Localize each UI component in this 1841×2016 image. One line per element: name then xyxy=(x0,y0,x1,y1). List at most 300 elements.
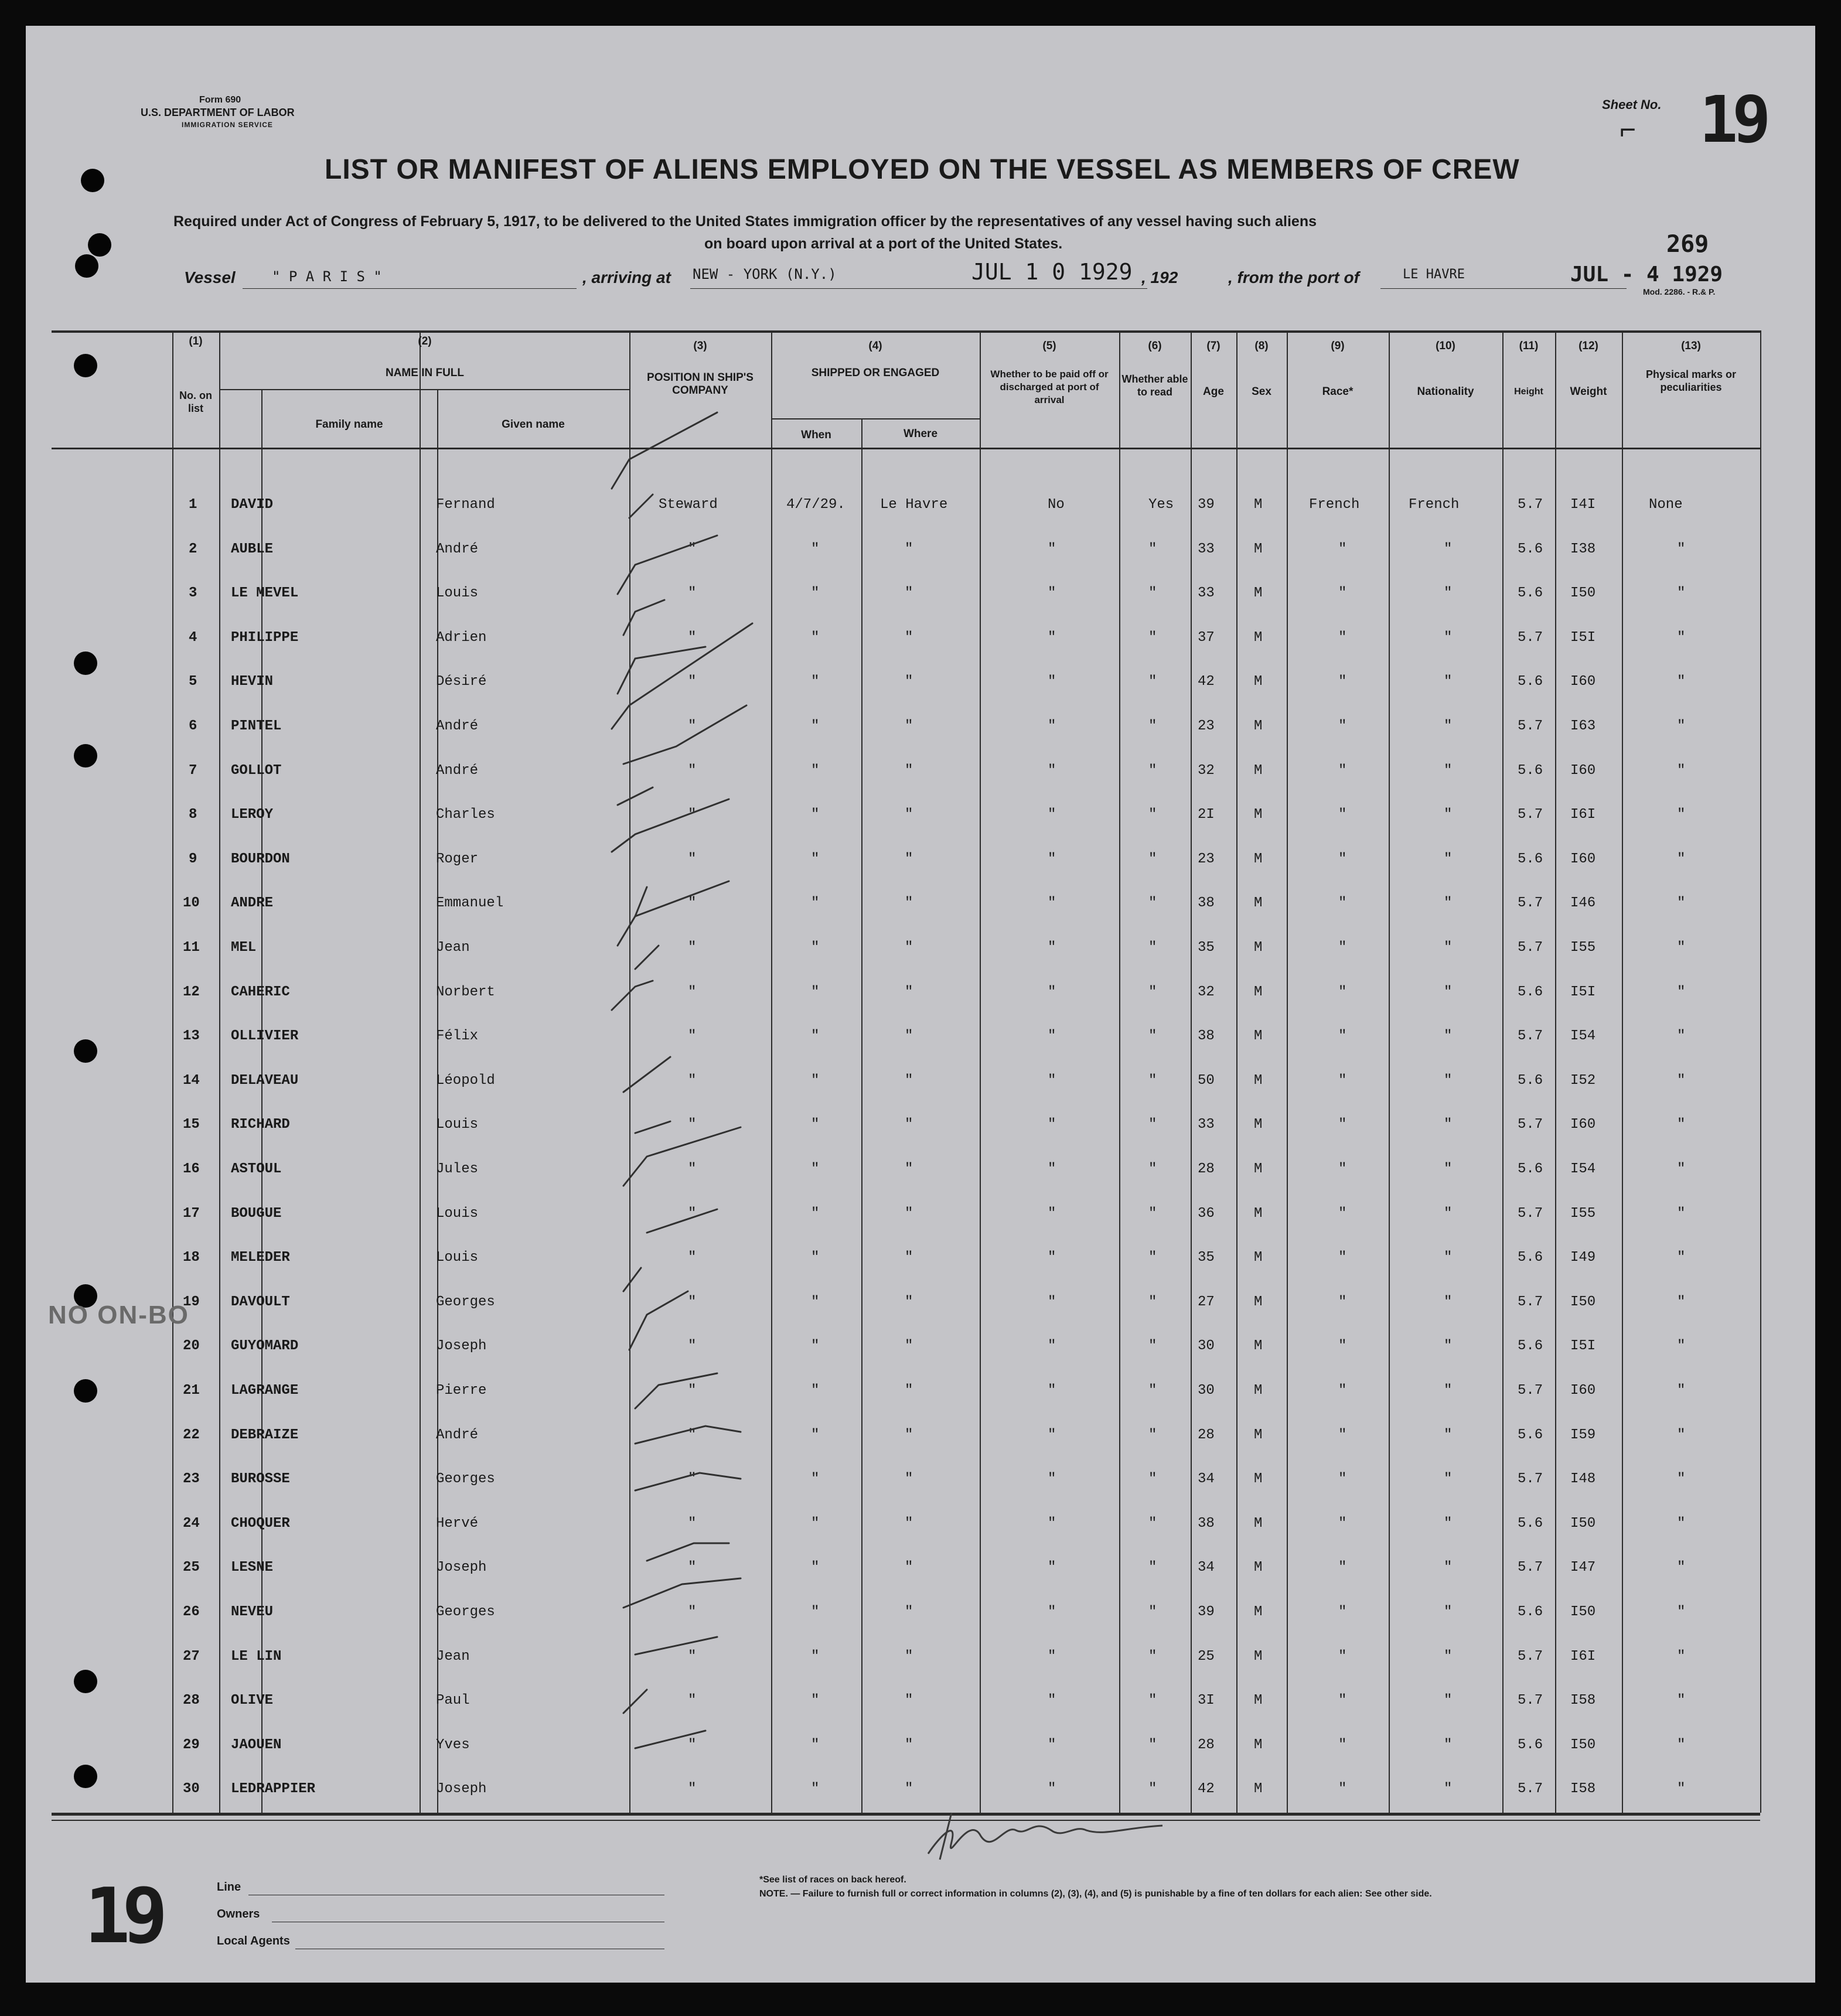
family-name: PINTEL xyxy=(231,718,282,734)
shipped-when: " xyxy=(811,1250,820,1265)
col-5-header: Whether to be paid off or discharged at port of arrival xyxy=(990,369,1109,405)
given-name: Georges xyxy=(436,1471,495,1487)
height: 5.7 xyxy=(1518,1693,1543,1708)
able-to-read: " xyxy=(1148,1604,1157,1620)
sex: M xyxy=(1254,1781,1263,1797)
given-name: Félix xyxy=(436,1028,479,1044)
weight: I54 xyxy=(1570,1028,1596,1044)
row-number: 12 xyxy=(183,984,200,1000)
physical-marks: " xyxy=(1677,1073,1686,1089)
weight: I58 xyxy=(1570,1693,1596,1708)
weight: I55 xyxy=(1570,1206,1596,1222)
physical-marks: " xyxy=(1677,1161,1686,1177)
paid-off: " xyxy=(1048,763,1056,779)
shipped-where: " xyxy=(905,1649,913,1664)
shipped-when: " xyxy=(811,630,820,646)
race: " xyxy=(1338,940,1347,956)
position: " xyxy=(688,1737,697,1753)
family-name: JAOUEN xyxy=(231,1737,282,1753)
height: 5.7 xyxy=(1518,1560,1543,1575)
family-name: DAVID xyxy=(231,497,274,513)
physical-marks: " xyxy=(1677,984,1686,1000)
official-signature xyxy=(916,1801,1198,1865)
age: 34 xyxy=(1198,1471,1215,1487)
shipped-where: " xyxy=(905,1117,913,1132)
paid-off: " xyxy=(1048,1338,1056,1354)
height: 5.6 xyxy=(1518,585,1543,601)
race: French xyxy=(1309,497,1360,513)
sex: M xyxy=(1254,940,1263,956)
col-2-number: (2) xyxy=(418,335,432,347)
row-number: 24 xyxy=(183,1516,200,1531)
weight: I5I xyxy=(1570,984,1596,1000)
physical-marks: " xyxy=(1677,1737,1686,1753)
family-name: DELAVEAU xyxy=(231,1073,299,1089)
number-stamp: 269 xyxy=(1666,231,1709,258)
paid-off: " xyxy=(1048,674,1056,690)
col-1-header: No. on list xyxy=(179,390,212,414)
shipped-where: " xyxy=(905,1427,913,1443)
given-name: Emmanuel xyxy=(436,895,504,911)
shipped-when: " xyxy=(811,718,820,734)
given-name: André xyxy=(436,718,479,734)
family-name: MELEDER xyxy=(231,1250,290,1265)
sex: M xyxy=(1254,1471,1263,1487)
sex: M xyxy=(1254,630,1263,646)
physical-marks: " xyxy=(1677,1338,1686,1354)
height: 5.7 xyxy=(1518,940,1543,956)
given-name: Louis xyxy=(436,1250,479,1265)
race: " xyxy=(1338,1206,1347,1222)
position: " xyxy=(688,807,697,823)
age: 30 xyxy=(1198,1338,1215,1354)
shipped-when: " xyxy=(811,1383,820,1398)
column-rule xyxy=(1389,330,1390,1813)
family-name: GUYOMARD xyxy=(231,1338,299,1354)
arriving-label: , arriving at xyxy=(582,268,671,286)
col-13-header: Physical marks or peculiarities xyxy=(1645,369,1737,393)
paid-off: " xyxy=(1048,851,1056,867)
row-number: 25 xyxy=(183,1560,200,1575)
able-to-read: " xyxy=(1148,630,1157,646)
paid-off: " xyxy=(1048,1737,1056,1753)
shipped-when: " xyxy=(811,1206,820,1222)
shipped-where: " xyxy=(905,1781,913,1797)
row-number: 23 xyxy=(183,1471,200,1487)
given-name: Joseph xyxy=(436,1560,487,1575)
col-2-given-header: Given name xyxy=(502,418,565,431)
shipped-when: " xyxy=(811,895,820,911)
physical-marks: " xyxy=(1677,807,1686,823)
given-name: Désiré xyxy=(436,674,487,690)
row-number: 9 xyxy=(189,851,197,867)
sex: M xyxy=(1254,851,1263,867)
shipped-where: " xyxy=(905,1693,913,1708)
shipped-where: " xyxy=(905,1604,913,1620)
age: 30 xyxy=(1198,1383,1215,1398)
able-to-read: " xyxy=(1148,851,1157,867)
shipped-where: " xyxy=(905,807,913,823)
nationality: " xyxy=(1444,1560,1453,1575)
position: " xyxy=(688,718,697,734)
race: " xyxy=(1338,674,1347,690)
nationality: " xyxy=(1444,585,1453,601)
col-10-number: (10) xyxy=(1436,340,1455,352)
arriving-port: NEW - YORK (N.Y.) xyxy=(693,266,837,282)
nationality: " xyxy=(1444,1206,1453,1222)
physical-marks: " xyxy=(1677,1471,1686,1487)
given-name: Louis xyxy=(436,1117,479,1132)
column-rule xyxy=(1191,330,1192,1813)
able-to-read: " xyxy=(1148,1117,1157,1132)
inspector-check-marks xyxy=(600,401,811,1795)
sex: M xyxy=(1254,1250,1263,1265)
position: Steward xyxy=(659,497,718,513)
race: " xyxy=(1338,1073,1347,1089)
table-bottom-rule xyxy=(52,1820,1760,1821)
given-name: Jules xyxy=(436,1161,479,1177)
shipped-when: " xyxy=(811,1604,820,1620)
paid-off: " xyxy=(1048,1781,1056,1797)
column-rule xyxy=(219,330,220,1813)
physical-marks: " xyxy=(1677,1604,1686,1620)
paid-off: " xyxy=(1048,585,1056,601)
physical-marks: " xyxy=(1677,1516,1686,1531)
col-5-number: (5) xyxy=(1042,340,1056,352)
position: " xyxy=(688,1250,697,1265)
given-name: Léopold xyxy=(436,1073,495,1089)
column-rule xyxy=(1287,330,1288,1813)
year-label: , 192 xyxy=(1141,268,1178,286)
paid-off: " xyxy=(1048,1028,1056,1044)
height: 5.6 xyxy=(1518,1427,1543,1443)
shipped-when: " xyxy=(811,1560,820,1575)
nationality: " xyxy=(1444,1737,1453,1753)
col-1-number: (1) xyxy=(189,335,203,347)
nationality: " xyxy=(1444,541,1453,557)
shipped-where: " xyxy=(905,895,913,911)
age: 38 xyxy=(1198,1516,1215,1531)
height: 5.7 xyxy=(1518,895,1543,911)
height: 5.6 xyxy=(1518,763,1543,779)
column-rule xyxy=(1760,330,1761,1813)
able-to-read: Yes xyxy=(1148,497,1174,513)
col-3-header: POSITION IN SHIP'S COMPANY xyxy=(647,371,754,397)
col-9-header: Race* xyxy=(1322,386,1354,398)
paid-off: " xyxy=(1048,984,1056,1000)
paid-off: " xyxy=(1048,1649,1056,1664)
nationality: " xyxy=(1444,807,1453,823)
age: 25 xyxy=(1198,1649,1215,1664)
table-top-border xyxy=(52,330,1760,333)
age: 39 xyxy=(1198,1604,1215,1620)
col-12-header: Weight xyxy=(1570,386,1607,398)
row-number: 30 xyxy=(183,1781,200,1797)
given-name: Paul xyxy=(436,1693,470,1708)
given-name: Roger xyxy=(436,851,479,867)
given-name: Joseph xyxy=(436,1781,487,1797)
family-name: AUBLE xyxy=(231,541,274,557)
subtitle-line-2: on board upon arrival at a port of the United States. xyxy=(704,236,1063,252)
col-13-number: (13) xyxy=(1681,340,1701,352)
age: 33 xyxy=(1198,1117,1215,1132)
shipped-where: " xyxy=(905,1161,913,1177)
physical-marks: None xyxy=(1649,497,1683,513)
vessel-name: " P A R I S " xyxy=(272,268,382,285)
sex: M xyxy=(1254,497,1263,513)
race: " xyxy=(1338,541,1347,557)
age: 32 xyxy=(1198,763,1215,779)
race: " xyxy=(1338,1427,1347,1443)
position: " xyxy=(688,541,697,557)
position: " xyxy=(688,1604,697,1620)
weight: I52 xyxy=(1570,1073,1596,1089)
paid-off: " xyxy=(1048,1117,1056,1132)
nationality: " xyxy=(1444,1471,1453,1487)
owners-label: Owners xyxy=(217,1908,260,1921)
arrival-date-stamp: JUL 1 0 1929 xyxy=(971,259,1133,285)
shipped-where: " xyxy=(905,718,913,734)
sex: M xyxy=(1254,585,1263,601)
able-to-read: " xyxy=(1148,1471,1157,1487)
weight: I60 xyxy=(1570,851,1596,867)
sex: M xyxy=(1254,984,1263,1000)
nationality: " xyxy=(1444,1161,1453,1177)
physical-marks: " xyxy=(1677,1427,1686,1443)
shipped-when: " xyxy=(811,1649,820,1664)
shipped-where: " xyxy=(905,1338,913,1354)
shipped-when: " xyxy=(811,1073,820,1089)
sex: M xyxy=(1254,1737,1263,1753)
position: " xyxy=(688,1161,697,1177)
family-name: ASTOUL xyxy=(231,1161,282,1177)
given-name: Adrien xyxy=(436,630,487,646)
height: 5.6 xyxy=(1518,1604,1543,1620)
age: 33 xyxy=(1198,541,1215,557)
family-name: MEL xyxy=(231,940,257,956)
age: 27 xyxy=(1198,1294,1215,1310)
sex: M xyxy=(1254,1427,1263,1443)
position: " xyxy=(688,1649,697,1664)
side-stamp: NO ON-BO xyxy=(48,1301,189,1329)
weight: I50 xyxy=(1570,1516,1596,1531)
form-number: Form 690 xyxy=(199,95,241,105)
age: 39 xyxy=(1198,497,1215,513)
column-rule xyxy=(1502,330,1504,1813)
sex: M xyxy=(1254,1516,1263,1531)
race: " xyxy=(1338,1649,1347,1664)
nationality: " xyxy=(1444,763,1453,779)
shipped-where: " xyxy=(905,1206,913,1222)
height: 5.7 xyxy=(1518,497,1543,513)
shipped-when: " xyxy=(811,585,820,601)
col-10-header: Nationality xyxy=(1417,386,1474,398)
height: 5.6 xyxy=(1518,1250,1543,1265)
age: 42 xyxy=(1198,1781,1215,1797)
race: " xyxy=(1338,984,1347,1000)
row-number: 8 xyxy=(189,807,197,823)
physical-marks: " xyxy=(1677,1649,1686,1664)
able-to-read: " xyxy=(1148,984,1157,1000)
row-number: 19 xyxy=(183,1294,200,1310)
race: " xyxy=(1338,807,1347,823)
sex: M xyxy=(1254,718,1263,734)
height: 5.6 xyxy=(1518,851,1543,867)
given-name: Norbert xyxy=(436,984,495,1000)
row-number: 6 xyxy=(189,718,197,734)
sex: M xyxy=(1254,541,1263,557)
race: " xyxy=(1338,1737,1347,1753)
sex: M xyxy=(1254,1161,1263,1177)
shipped-when: " xyxy=(811,674,820,690)
race: " xyxy=(1338,630,1347,646)
nationality: " xyxy=(1444,1693,1453,1708)
position: " xyxy=(688,1383,697,1398)
shipped-where: " xyxy=(905,1294,913,1310)
weight: I58 xyxy=(1570,1781,1596,1797)
family-name: BOUGUE xyxy=(231,1206,282,1222)
able-to-read: " xyxy=(1148,1516,1157,1531)
shipped-when: " xyxy=(811,984,820,1000)
shipped-when: " xyxy=(811,541,820,557)
height: 5.7 xyxy=(1518,1028,1543,1044)
weight: I60 xyxy=(1570,1117,1596,1132)
col-4-where-header: Where xyxy=(903,428,938,440)
row-number: 10 xyxy=(183,895,200,911)
col-11-number: (11) xyxy=(1519,340,1539,352)
sex: M xyxy=(1254,1028,1263,1044)
shipped-when: " xyxy=(811,1427,820,1443)
col-6-header: Whether able to read xyxy=(1121,373,1188,398)
race: " xyxy=(1338,585,1347,601)
paid-off: " xyxy=(1048,1161,1056,1177)
departure-date-stamp: JUL - 4 1929 xyxy=(1570,262,1723,286)
nationality: " xyxy=(1444,1028,1453,1044)
shipped-when: 4/7/29. xyxy=(786,497,846,513)
col-2-header: NAME IN FULL xyxy=(385,367,465,379)
physical-marks: " xyxy=(1677,895,1686,911)
height: 5.7 xyxy=(1518,1471,1543,1487)
row-number: 14 xyxy=(183,1073,200,1089)
sex: M xyxy=(1254,807,1263,823)
weight: I50 xyxy=(1570,1604,1596,1620)
row-number: 7 xyxy=(189,763,197,779)
family-name: HEVIN xyxy=(231,674,274,690)
sex: M xyxy=(1254,1117,1263,1132)
column-rule xyxy=(1622,330,1623,1813)
given-name: Georges xyxy=(436,1294,495,1310)
position: " xyxy=(688,1560,697,1575)
row-number: 5 xyxy=(189,674,197,690)
able-to-read: " xyxy=(1148,1781,1157,1797)
row-number: 22 xyxy=(183,1427,200,1443)
physical-marks: " xyxy=(1677,718,1686,734)
able-to-read: " xyxy=(1148,718,1157,734)
paid-off: " xyxy=(1048,541,1056,557)
department-name: U.S. DEPARTMENT OF LABOR xyxy=(141,107,295,118)
table-bottom-border xyxy=(52,1813,1760,1816)
paid-off: " xyxy=(1048,1250,1056,1265)
physical-marks: " xyxy=(1677,585,1686,601)
given-name: Louis xyxy=(436,1206,479,1222)
given-name: Fernand xyxy=(436,497,495,513)
able-to-read: " xyxy=(1148,895,1157,911)
shipped-where: " xyxy=(905,1383,913,1398)
nationality: " xyxy=(1444,1649,1453,1664)
weight: I49 xyxy=(1570,1250,1596,1265)
subtitle-line-1: Required under Act of Congress of February 5, 1917, to be delivered to the United States immigration officer by the representatives of any vessel having such aliens xyxy=(173,213,1317,230)
row-number: 21 xyxy=(183,1383,200,1398)
race: " xyxy=(1338,1560,1347,1575)
race: " xyxy=(1338,1383,1347,1398)
line-label: Line xyxy=(217,1881,241,1894)
age: 3I xyxy=(1198,1693,1215,1708)
position: " xyxy=(688,763,697,779)
weight: I50 xyxy=(1570,1737,1596,1753)
column-rule xyxy=(1555,330,1556,1813)
row-number: 15 xyxy=(183,1117,200,1132)
height: 5.6 xyxy=(1518,1338,1543,1354)
position: " xyxy=(688,895,697,911)
family-name: LEROY xyxy=(231,807,274,823)
sex: M xyxy=(1254,895,1263,911)
given-name: Joseph xyxy=(436,1338,487,1354)
family-name: OLLIVIER xyxy=(231,1028,299,1044)
physical-marks: " xyxy=(1677,940,1686,956)
race: " xyxy=(1338,1516,1347,1531)
penalty-note: NOTE. — Failure to furnish full or correct information in columns (2), (3), (4), and (5) is punishable by a fine of ten dollars for each alien: See other side. xyxy=(759,1889,1432,1899)
nationality: " xyxy=(1444,984,1453,1000)
race: " xyxy=(1338,763,1347,779)
shipped-when: " xyxy=(811,1338,820,1354)
weight: I60 xyxy=(1570,1383,1596,1398)
able-to-read: " xyxy=(1148,1294,1157,1310)
race: " xyxy=(1338,1471,1347,1487)
able-to-read: " xyxy=(1148,1737,1157,1753)
height: 5.7 xyxy=(1518,807,1543,823)
position: " xyxy=(688,674,697,690)
able-to-read: " xyxy=(1148,1383,1157,1398)
shipped-where: " xyxy=(905,674,913,690)
given-name: Louis xyxy=(436,585,479,601)
height: 5.6 xyxy=(1518,1161,1543,1177)
physical-marks: " xyxy=(1677,1028,1686,1044)
shipped-where: " xyxy=(905,541,913,557)
able-to-read: " xyxy=(1148,940,1157,956)
row-number: 16 xyxy=(183,1161,200,1177)
name-subheader-rule xyxy=(220,389,629,390)
shipped-when: " xyxy=(811,940,820,956)
sheet-label: Sheet No. xyxy=(1602,97,1662,112)
nationality: " xyxy=(1444,895,1453,911)
shipped-when: " xyxy=(811,1161,820,1177)
sex: M xyxy=(1254,1073,1263,1089)
shipped-where: " xyxy=(905,1471,913,1487)
nationality: French xyxy=(1409,497,1460,513)
shipped-where: " xyxy=(905,763,913,779)
nationality: " xyxy=(1444,1250,1453,1265)
col-4-number: (4) xyxy=(868,340,882,352)
family-name: LAGRANGE xyxy=(231,1383,299,1398)
row-number: 11 xyxy=(183,940,200,956)
column-rule xyxy=(1119,330,1120,1813)
weight: I48 xyxy=(1570,1471,1596,1487)
shipped-when: " xyxy=(811,851,820,867)
sex: M xyxy=(1254,763,1263,779)
shipped-when: " xyxy=(811,763,820,779)
from-port-label: , from the port of xyxy=(1228,268,1359,286)
age: 32 xyxy=(1198,984,1215,1000)
